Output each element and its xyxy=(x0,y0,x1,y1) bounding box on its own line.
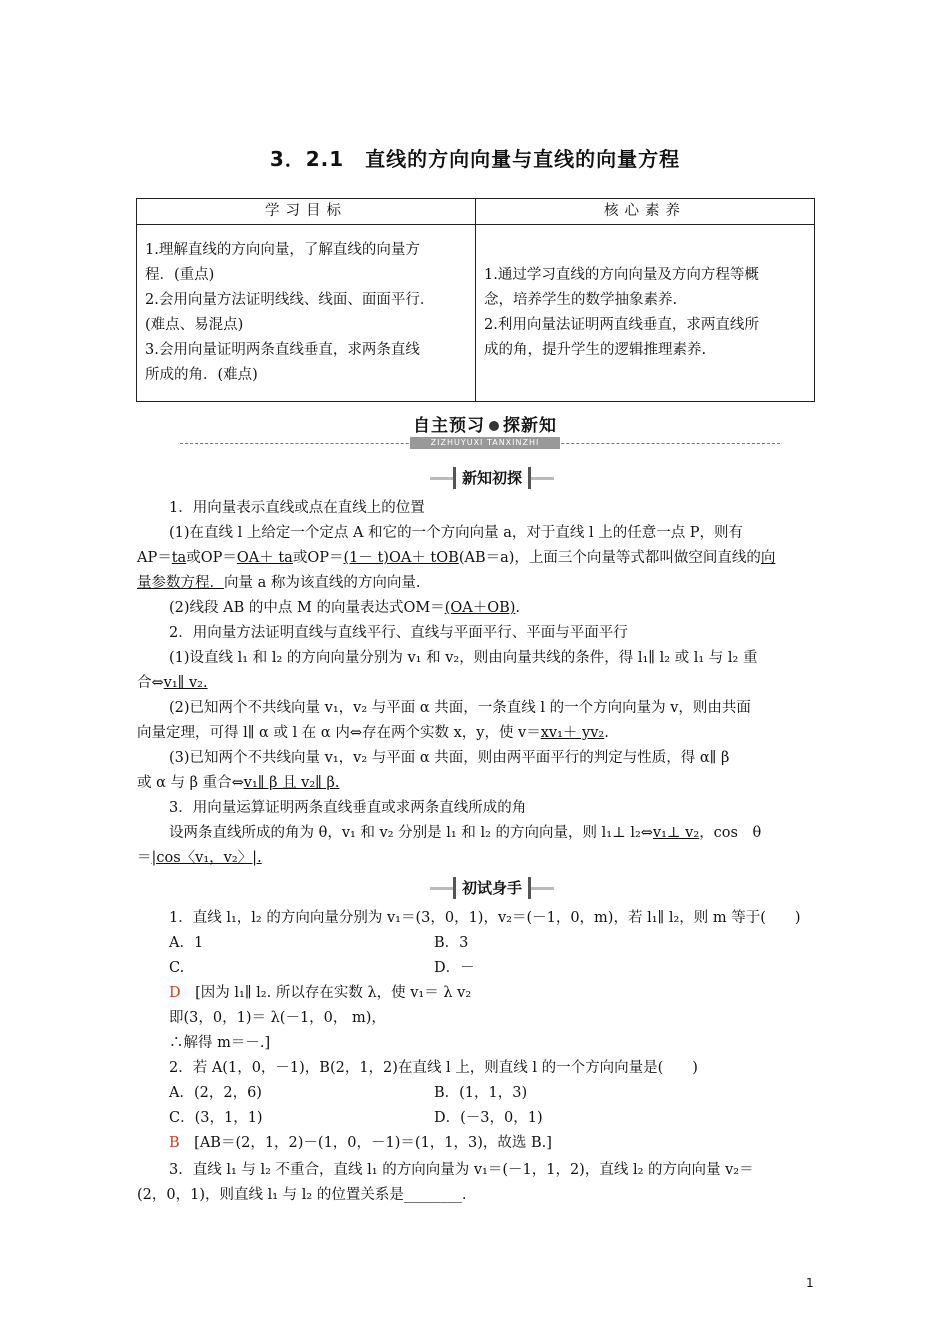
options-row xyxy=(137,933,849,953)
option-a: A．1 xyxy=(169,935,204,951)
text-line: (1)设直线 l₁ 和 l₂ 的方向向量分别为 v₁ 和 v₂，则由向量共线的条件，得 l₁∥ l₂ 或 l₁ 与 l₂ 重 xyxy=(169,650,758,666)
banner-label xyxy=(400,411,570,437)
text-line xyxy=(137,673,817,693)
tag-label: 初试身手 xyxy=(453,877,531,899)
text-span: 向量 a 称为该直线的方向向量. xyxy=(224,575,421,591)
question-line: 3．直线 l₁ 与 l₂ 不重合，直线 l₁ 的方向向量为 v₁＝(－1，1，2)，直线 l₂ 的方向向量 v₂＝ xyxy=(169,1162,754,1178)
banner-part1: 自主预习 xyxy=(413,416,485,436)
answer-underline: xv₁＋ yv₂ xyxy=(540,725,605,741)
section-banner xyxy=(180,411,780,451)
answer-text: [因为 l₁∥ l₂. 所以存在实数 λ，使 v₁＝ λ v₂ xyxy=(195,985,472,1001)
text-line xyxy=(137,723,817,743)
page-number: 1 xyxy=(806,1276,814,1290)
goals-left-cell xyxy=(137,225,476,402)
answer-underline: OA＋ ta xyxy=(236,550,293,566)
text-span: 设两条直线所成的角为 θ，v₁ 和 v₂ 分别是 l₁ 和 l₂ 的方向向量，则 l₁⊥ l₂⇔ xyxy=(169,825,653,841)
goals-left-line: 2.会用向量方法证明线线、线面、面面平行． xyxy=(145,292,435,308)
text-line xyxy=(137,598,849,618)
text-line: (1)在直线 l 上给定一个定点 A 和它的一个方向向量 a，对于直线 l 上的任意一点 P，则有 xyxy=(169,525,744,541)
answer-underline: (OA＋OB) xyxy=(444,600,516,616)
text-span: ，cos θ xyxy=(699,825,762,841)
goals-right-line: 1.通过学习直线的方向向量及方向方程等概 xyxy=(484,267,759,283)
answer-underline: 量参数方程． xyxy=(137,575,224,591)
text-span: 或 α 与 β 重合⇔ xyxy=(137,775,244,791)
text-line: 3．用向量运算证明两条直线垂直或求两条直线所成的角 xyxy=(169,800,527,816)
text-line: (2)已知两个不共线向量 v₁，v₂ 与平面 α 共面，一条直线 l 的一个方向向量为 v，则由共面 xyxy=(169,700,751,716)
option-b: B．3 xyxy=(434,935,469,951)
goals-left-line: 所成的角．(难点) xyxy=(145,367,258,383)
goals-left-line: (难点、易混点) xyxy=(145,317,244,333)
goals-right-line: 成的角，提升学生的逻辑推理素养. xyxy=(484,342,707,358)
answer-underline: |cos〈v₁，v₂〉|. xyxy=(151,850,262,866)
option-b: B．(1，1，3) xyxy=(434,1085,528,1101)
question-line: 1．直线 l₁，l₂ 的方向向量分别为 v₁＝(3，0，1)，v₂＝(－1，0，m)，若 l₁∥ l₂，则 m 等于( ) xyxy=(169,910,801,926)
tag-first-try xyxy=(430,877,554,899)
text-span: . xyxy=(515,600,521,616)
text-span: ＝ xyxy=(137,850,152,866)
question-line: 2．若 A(1，0，－1)，B(2，1，2)在直线 l 上，则直线 l 的一个方向向量是( ) xyxy=(169,1060,698,1076)
goals-right-cell xyxy=(476,225,815,402)
text-span: (2)线段 AB 的中点 M 的向量表达式OM＝ xyxy=(169,600,445,616)
text-line xyxy=(137,773,817,793)
banner-part2: 探新知 xyxy=(503,416,557,436)
option-c: C．(3，1，1) xyxy=(169,1110,263,1126)
answer-underline: 向 xyxy=(760,550,776,566)
answer-underline: v₁∥ v₂. xyxy=(163,675,208,691)
answer-letter: D xyxy=(169,985,181,1001)
options-row xyxy=(137,1108,849,1128)
option-d: D．(－3，0，1) xyxy=(434,1110,543,1126)
goals-right-line: 2.利用向量法证明两直线垂直，求两直线所 xyxy=(484,317,759,333)
goals-right-line: 念，培养学生的数学抽象素养. xyxy=(484,292,678,308)
answer-line: 即(3，0，1)＝ λ(－1，0， m)， xyxy=(169,1010,386,1026)
option-d: D．－ xyxy=(434,960,475,976)
answer-letter: B xyxy=(169,1135,180,1151)
options-row xyxy=(137,958,849,978)
banner-dot-icon xyxy=(489,421,499,431)
option-a: A．(2，2，6) xyxy=(169,1085,262,1101)
question-line: (2，0，1)，则直线 l₁ 与 l₂ 的位置关系是________. xyxy=(137,1187,467,1203)
text-span: 或OP＝ xyxy=(186,550,237,566)
tag-label: 新知初探 xyxy=(453,467,531,489)
text-span: AP＝ xyxy=(137,550,172,566)
answer-line xyxy=(137,1133,849,1153)
options-row xyxy=(137,1083,849,1103)
text-line xyxy=(137,573,817,593)
page-title: 3．2.1 直线的方向向量与直线的向量方程 xyxy=(269,147,681,171)
answer-underline: v₁∥ β 且 v₂∥ β. xyxy=(243,775,340,791)
text-line: (3)已知两个不共线向量 v₁，v₂ 与平面 α 共面，则由两平面平行的判定与性质，得 α∥ β xyxy=(169,750,730,766)
text-line xyxy=(137,548,817,568)
tag-new-knowledge xyxy=(430,467,554,489)
text-span: (AB＝a)，上面三个向量等式都叫做空间直线的 xyxy=(458,550,761,566)
answer-line: ∴解得 m＝－.] xyxy=(169,1035,271,1051)
goals-table xyxy=(136,198,815,402)
text-line: 1．用向量表示直线或点在直线上的位置 xyxy=(169,500,425,516)
answer-underline: (1－ t)OA＋ tOB xyxy=(343,550,459,566)
answer-underline: v₁⊥ v₂ xyxy=(652,825,700,841)
text-span: 向量定理，可得 l∥ α 或 l 在 α 内⇔存在两个实数 x，y，使 v＝ xyxy=(137,725,541,741)
goals-left-line: 程．(重点) xyxy=(145,267,215,283)
answer-text: [AB＝(2，1，2)－(1，0，－1)＝(1，1，3)，故选 B.] xyxy=(194,1135,552,1151)
banner-pinyin: ZIZHUYUXI TANXINZHI xyxy=(410,437,560,449)
text-span: 或OP＝ xyxy=(292,550,344,566)
text-line: 2．用向量方法证明直线与直线平行、直线与平面平行、平面与平面平行 xyxy=(169,625,628,641)
goals-left-line: 3.会用向量证明两条直线垂直，求两条直线 xyxy=(145,342,420,358)
text-span: . xyxy=(604,725,609,741)
goals-left-line: 1.理解直线的方向向量，了解直线的向量方 xyxy=(145,242,420,258)
text-span: 合⇔ xyxy=(137,675,164,691)
text-line xyxy=(137,823,849,843)
text-line xyxy=(137,848,817,868)
answer-line xyxy=(137,983,849,1003)
goals-header-right: 核心素养 xyxy=(476,199,815,225)
option-c: C. xyxy=(169,960,185,976)
goals-header-left: 学习目标 xyxy=(137,199,476,225)
answer-underline: ta xyxy=(171,550,187,566)
